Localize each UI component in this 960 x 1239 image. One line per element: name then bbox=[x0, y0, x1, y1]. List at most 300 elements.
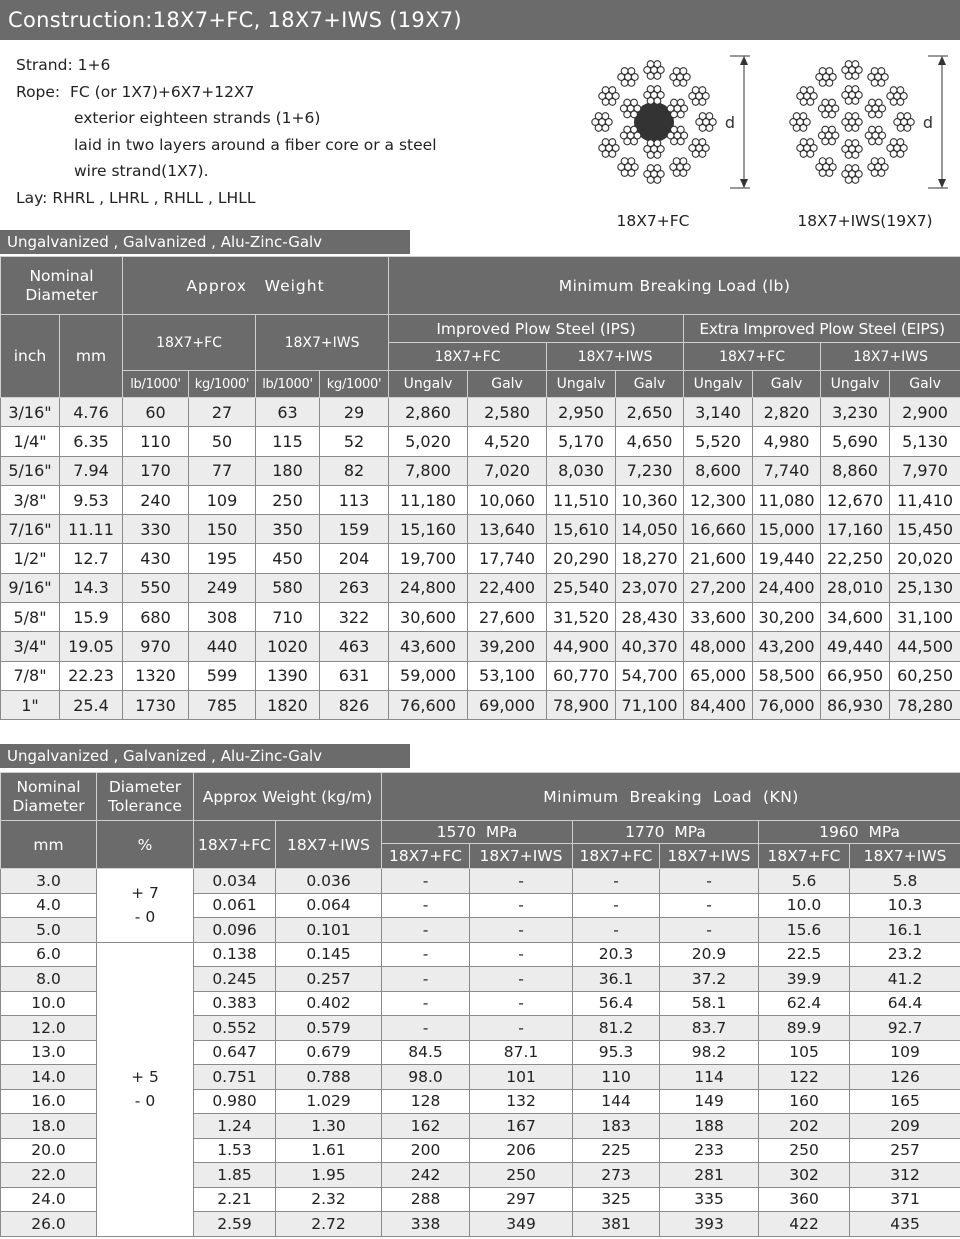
table-cell: - bbox=[660, 869, 759, 894]
table-cell: 101 bbox=[470, 1065, 573, 1090]
table-cell: 30,600 bbox=[389, 603, 468, 632]
table-cell: 11,510 bbox=[547, 485, 616, 514]
table-cell: 26.0 bbox=[1, 1212, 97, 1237]
table-row bbox=[1, 942, 960, 967]
table-cell: 233 bbox=[660, 1138, 759, 1163]
dimension-label: d bbox=[922, 113, 933, 132]
table-cell: 0.145 bbox=[276, 942, 382, 967]
table-cell: 330 bbox=[123, 515, 189, 544]
table-cell: 7,020 bbox=[468, 456, 547, 485]
table-cell: 122 bbox=[759, 1065, 850, 1090]
table-cell: 16,660 bbox=[684, 515, 753, 544]
table-cell: 28,430 bbox=[616, 603, 684, 632]
strand bbox=[618, 68, 638, 87]
header-ips: Improved Plow Steel (IPS) bbox=[389, 315, 684, 343]
table-cell: 58,500 bbox=[753, 661, 821, 690]
table-cell: 16.0 bbox=[1, 1089, 97, 1114]
strand bbox=[818, 126, 838, 145]
table-cell: 115 bbox=[256, 427, 320, 456]
header-ungalv: Ungalv bbox=[684, 371, 753, 398]
table-cell: 440 bbox=[189, 632, 256, 661]
table-cell: 2.59 bbox=[194, 1212, 276, 1237]
table-cell: 44,500 bbox=[890, 632, 960, 661]
table-cell: 63 bbox=[256, 398, 320, 427]
table-row bbox=[1, 661, 960, 690]
header-ips-fc: 18X7+FC bbox=[389, 343, 547, 371]
lay-label: Lay: bbox=[16, 188, 48, 207]
strand bbox=[887, 87, 907, 106]
table-cell: 19.05 bbox=[60, 632, 123, 661]
table-cell: 14,050 bbox=[616, 515, 684, 544]
table-cell: 8,860 bbox=[821, 456, 890, 485]
table-cell: 98.2 bbox=[660, 1040, 759, 1065]
table-cell: 0.788 bbox=[276, 1065, 382, 1090]
table-cell: 7,230 bbox=[616, 456, 684, 485]
table-cell: 322 bbox=[320, 603, 389, 632]
table-cell: 302 bbox=[759, 1163, 850, 1188]
table-cell: 2,580 bbox=[468, 398, 547, 427]
table-cell: 159 bbox=[320, 515, 389, 544]
table-cell: 33,600 bbox=[684, 603, 753, 632]
strand bbox=[618, 158, 638, 177]
table-cell: 23,070 bbox=[616, 573, 684, 602]
table-cell: - bbox=[573, 869, 660, 894]
table-cell: 76,600 bbox=[389, 690, 468, 719]
table-cell: 422 bbox=[759, 1212, 850, 1237]
table-cell: 2.72 bbox=[276, 1212, 382, 1237]
table-row bbox=[1, 427, 960, 456]
table-cell: 0.383 bbox=[194, 991, 276, 1016]
table-row bbox=[1, 603, 960, 632]
strand bbox=[842, 86, 862, 105]
header-lb: lb/1000' bbox=[256, 371, 320, 398]
table-cell: 1820 bbox=[256, 690, 320, 719]
strand bbox=[865, 99, 885, 118]
table-cell: 450 bbox=[256, 544, 320, 573]
header-fc: 18X7+FC bbox=[573, 844, 660, 869]
table-cell: 66,950 bbox=[821, 661, 890, 690]
table-cell: 15.6 bbox=[759, 918, 850, 943]
table-cell: 165 bbox=[850, 1089, 960, 1114]
table-cell: 288 bbox=[382, 1187, 470, 1212]
table-cell: 249 bbox=[189, 573, 256, 602]
page-title: Construction:18X7+FC, 18X7+IWS (19X7) bbox=[0, 0, 960, 40]
rope-line: wire strand(1X7). bbox=[74, 162, 209, 180]
table-cell: 15,610 bbox=[547, 515, 616, 544]
table-cell: 257 bbox=[850, 1138, 960, 1163]
table-cell: - bbox=[382, 942, 470, 967]
table-cell: 1.53 bbox=[194, 1138, 276, 1163]
table-cell: 5,520 bbox=[684, 427, 753, 456]
table-cell: 580 bbox=[256, 573, 320, 602]
strand-label: Strand: bbox=[16, 56, 73, 74]
table-cell: 15,160 bbox=[389, 515, 468, 544]
header-nominal-diameter: Nominal Diameter bbox=[1, 257, 123, 315]
strand bbox=[868, 158, 888, 177]
table-cell: - bbox=[660, 893, 759, 918]
table-cell: 12,300 bbox=[684, 485, 753, 514]
table-cell: 1" bbox=[1, 690, 60, 719]
table-cell: 9.53 bbox=[60, 485, 123, 514]
header-galv: Galv bbox=[890, 371, 960, 398]
table-cell: 41.2 bbox=[850, 967, 960, 992]
table-cell: 92.7 bbox=[850, 1016, 960, 1041]
table-cell: 7,970 bbox=[890, 456, 960, 485]
table-cell: 7,740 bbox=[753, 456, 821, 485]
table-cell: 12.0 bbox=[1, 1016, 97, 1041]
dimension-label: d bbox=[724, 113, 735, 132]
strand bbox=[599, 87, 619, 106]
header-galv: Galv bbox=[616, 371, 684, 398]
strand bbox=[599, 139, 619, 158]
table-cell: 1020 bbox=[256, 632, 320, 661]
table-cell: 7/8" bbox=[1, 661, 60, 690]
table-cell: 785 bbox=[189, 690, 256, 719]
table-cell: 349 bbox=[470, 1212, 573, 1237]
table-cell: 0.579 bbox=[276, 1016, 382, 1041]
table-cell: 15,000 bbox=[753, 515, 821, 544]
table-cell: 8.0 bbox=[1, 967, 97, 992]
table-cell: 128 bbox=[382, 1089, 470, 1114]
table-cell: 7/16" bbox=[1, 515, 60, 544]
table-cell: 20.9 bbox=[660, 942, 759, 967]
table-cell: 3,230 bbox=[821, 398, 890, 427]
table-cell: 430 bbox=[123, 544, 189, 573]
strand bbox=[816, 68, 836, 87]
table-cell: 20.3 bbox=[573, 942, 660, 967]
table-cell: 335 bbox=[660, 1187, 759, 1212]
table-cell: 1/4" bbox=[1, 427, 60, 456]
table-cell: 25,540 bbox=[547, 573, 616, 602]
table-cell: 0.980 bbox=[194, 1089, 276, 1114]
header-nominal-diameter: Nominal Diameter bbox=[1, 773, 97, 821]
table-cell: 10.0 bbox=[1, 991, 97, 1016]
table-cell: 10,060 bbox=[468, 485, 547, 514]
table-cell: 34,600 bbox=[821, 603, 890, 632]
table-cell: 1390 bbox=[256, 661, 320, 690]
rope-cross-section-fc-diagram bbox=[572, 46, 762, 206]
table-cell: 24,800 bbox=[389, 573, 468, 602]
strand bbox=[620, 99, 640, 118]
table-cell: 110 bbox=[573, 1065, 660, 1090]
table-cell: 6.35 bbox=[60, 427, 123, 456]
table-cell: 98.0 bbox=[382, 1065, 470, 1090]
table-cell: 17,160 bbox=[821, 515, 890, 544]
table-cell: 24.0 bbox=[1, 1187, 97, 1212]
header-approx-weight: Approx Weight (kg/m) bbox=[194, 773, 382, 821]
table-cell: 0.647 bbox=[194, 1040, 276, 1065]
table-cell: 7,800 bbox=[389, 456, 468, 485]
header-fc: 18X7+FC bbox=[382, 844, 470, 869]
table-cell: 52 bbox=[320, 427, 389, 456]
table-cell: 1.61 bbox=[276, 1138, 382, 1163]
header-mbl: Minimum Breaking Load (lb) bbox=[389, 257, 960, 315]
table-cell: 113 bbox=[320, 485, 389, 514]
tolerance-minus: - 0 bbox=[134, 908, 156, 927]
table-cell: 1.30 bbox=[276, 1114, 382, 1139]
header-weight-fc: 18X7+FC bbox=[194, 821, 276, 869]
strand bbox=[865, 126, 885, 145]
header-kg: kg/1000' bbox=[320, 371, 389, 398]
table-row bbox=[1, 398, 960, 427]
table-row bbox=[1, 869, 960, 894]
header-1960: 1960 MPa bbox=[759, 821, 960, 844]
table-cell: 8,030 bbox=[547, 456, 616, 485]
table-cell: 3/4" bbox=[1, 632, 60, 661]
table-cell: 1.85 bbox=[194, 1163, 276, 1188]
strand bbox=[887, 139, 907, 158]
strand bbox=[644, 86, 664, 105]
header-fc: 18X7+FC bbox=[759, 844, 850, 869]
table-cell: 11,410 bbox=[890, 485, 960, 514]
table-cell: 0.101 bbox=[276, 918, 382, 943]
table-cell: 48,000 bbox=[684, 632, 753, 661]
table-cell: 240 bbox=[123, 485, 189, 514]
table-cell: 0.679 bbox=[276, 1040, 382, 1065]
table-cell: - bbox=[382, 1016, 470, 1041]
table-cell: 308 bbox=[189, 603, 256, 632]
table-cell: 15.9 bbox=[60, 603, 123, 632]
table-cell: 22,250 bbox=[821, 544, 890, 573]
table-cell: 31,520 bbox=[547, 603, 616, 632]
tolerance-cell bbox=[97, 869, 194, 943]
table-cell: 19,440 bbox=[753, 544, 821, 573]
table-cell: 4,980 bbox=[753, 427, 821, 456]
table-cell: 5,130 bbox=[890, 427, 960, 456]
header-diameter-tolerance: Diameter Tolerance bbox=[97, 773, 194, 821]
table-row bbox=[1, 544, 960, 573]
table-cell: 17,740 bbox=[468, 544, 547, 573]
table-cell: 360 bbox=[759, 1187, 850, 1212]
table-body bbox=[1, 398, 960, 720]
table-cell: 188 bbox=[660, 1114, 759, 1139]
table-cell: 77 bbox=[189, 456, 256, 485]
section-label-2: Ungalvanized , Galvanized , Alu-Zinc-Galv bbox=[0, 744, 410, 768]
table-cell: 64.4 bbox=[850, 991, 960, 1016]
table-cell: 22.23 bbox=[60, 661, 123, 690]
table-cell: 12,670 bbox=[821, 485, 890, 514]
table-cell: 7.94 bbox=[60, 456, 123, 485]
table-row bbox=[1, 456, 960, 485]
table-cell: 150 bbox=[189, 515, 256, 544]
table-cell: 631 bbox=[320, 661, 389, 690]
rope-line: laid in two layers around a fiber core or a steel bbox=[74, 135, 437, 154]
strand bbox=[816, 158, 836, 177]
table-cell: 30,200 bbox=[753, 603, 821, 632]
lay-value: RHRL , LHRL , RHLL , LHLL bbox=[52, 188, 256, 207]
table-cell: 11,080 bbox=[753, 485, 821, 514]
table-cell: 60,770 bbox=[547, 661, 616, 690]
breaking-load-table-kn bbox=[0, 772, 960, 1237]
table-cell: - bbox=[470, 893, 573, 918]
table-cell: 1730 bbox=[123, 690, 189, 719]
table-cell: - bbox=[470, 918, 573, 943]
table-cell: 710 bbox=[256, 603, 320, 632]
table-cell: 22.5 bbox=[759, 942, 850, 967]
table-cell: 44,900 bbox=[547, 632, 616, 661]
table-cell: 0.036 bbox=[276, 869, 382, 894]
table-row bbox=[1, 690, 960, 719]
rope-line: exterior eighteen strands (1+6) bbox=[74, 109, 321, 127]
table-cell: 2,650 bbox=[616, 398, 684, 427]
table-cell: 78,280 bbox=[890, 690, 960, 719]
table-cell: 109 bbox=[189, 485, 256, 514]
section-label-1: Ungalvanized , Galvanized , Alu-Zinc-Galv bbox=[0, 230, 410, 254]
table-cell: 14.0 bbox=[1, 1065, 97, 1090]
strand bbox=[842, 165, 862, 184]
table-cell: - bbox=[382, 967, 470, 992]
table-cell: 126 bbox=[850, 1065, 960, 1090]
table-cell: 5,690 bbox=[821, 427, 890, 456]
table-cell: 20,290 bbox=[547, 544, 616, 573]
table-cell: - bbox=[470, 991, 573, 1016]
table-cell: 0.061 bbox=[194, 893, 276, 918]
diagram-caption-iws: 18X7+IWS(19X7) bbox=[797, 212, 933, 230]
table-cell: 22.0 bbox=[1, 1163, 97, 1188]
header-iws: 18X7+IWS bbox=[470, 844, 573, 869]
table-cell: 550 bbox=[123, 573, 189, 602]
header-ips-iws: 18X7+IWS bbox=[547, 343, 684, 371]
table-cell: 225 bbox=[573, 1138, 660, 1163]
table-cell: 89.9 bbox=[759, 1016, 850, 1041]
table-cell: 59,000 bbox=[389, 661, 468, 690]
table-cell: 4,520 bbox=[468, 427, 547, 456]
table-cell: 5.6 bbox=[759, 869, 850, 894]
table-cell: 60 bbox=[123, 398, 189, 427]
table-cell: 2.32 bbox=[276, 1187, 382, 1212]
table-cell: 25.4 bbox=[60, 690, 123, 719]
tolerance-plus: + 5 bbox=[131, 1068, 159, 1086]
table-cell: 1.95 bbox=[276, 1163, 382, 1188]
table-cell: 60,250 bbox=[890, 661, 960, 690]
table-cell: 167 bbox=[470, 1114, 573, 1139]
table-cell: 3.0 bbox=[1, 869, 97, 894]
header-1570: 1570 MPa bbox=[382, 821, 573, 844]
header-eips: Extra Improved Plow Steel (EIPS) bbox=[684, 315, 960, 343]
table-row bbox=[1, 573, 960, 602]
table-cell: 114 bbox=[660, 1065, 759, 1090]
table-cell: 0.138 bbox=[194, 942, 276, 967]
strand bbox=[644, 165, 664, 184]
table-cell: 54,700 bbox=[616, 661, 684, 690]
table-cell: - bbox=[382, 893, 470, 918]
strand bbox=[797, 139, 817, 158]
table-cell: 12.7 bbox=[60, 544, 123, 573]
breaking-load-table-lb bbox=[0, 256, 960, 720]
table-cell: 81.2 bbox=[573, 1016, 660, 1041]
strand bbox=[868, 68, 888, 87]
table-cell: 5.0 bbox=[1, 918, 97, 943]
table-cell: 69,000 bbox=[468, 690, 547, 719]
header-ungalv: Ungalv bbox=[821, 371, 890, 398]
table-cell: 27 bbox=[189, 398, 256, 427]
table-cell: 39,200 bbox=[468, 632, 547, 661]
table-cell: 1/2" bbox=[1, 544, 60, 573]
table-cell: 2,820 bbox=[753, 398, 821, 427]
table-cell: 86,930 bbox=[821, 690, 890, 719]
tolerance-minus: - 0 bbox=[134, 1092, 156, 1110]
table-cell: 5/8" bbox=[1, 603, 60, 632]
header-weight-iws: 18X7+IWS bbox=[276, 821, 382, 869]
table-cell: 180 bbox=[256, 456, 320, 485]
table-cell: 82 bbox=[320, 456, 389, 485]
table-cell: 209 bbox=[850, 1114, 960, 1139]
table-cell: 16.1 bbox=[850, 918, 960, 943]
strand bbox=[667, 126, 687, 145]
table-cell: 350 bbox=[256, 515, 320, 544]
table-cell: 206 bbox=[470, 1138, 573, 1163]
table-cell: 18,270 bbox=[616, 544, 684, 573]
table-cell: 2,950 bbox=[547, 398, 616, 427]
table-cell: 76,000 bbox=[753, 690, 821, 719]
table-cell: - bbox=[660, 918, 759, 943]
table-cell: 0.096 bbox=[194, 918, 276, 943]
strand-value: 1+6 bbox=[77, 56, 111, 74]
strand bbox=[670, 68, 690, 87]
table-cell: 435 bbox=[850, 1212, 960, 1237]
table-cell: 0.064 bbox=[276, 893, 382, 918]
table-cell: 826 bbox=[320, 690, 389, 719]
table-cell: 65,000 bbox=[684, 661, 753, 690]
table-cell: 37.2 bbox=[660, 967, 759, 992]
table-cell: 15,450 bbox=[890, 515, 960, 544]
header-approx-weight: Approx Weight bbox=[123, 257, 389, 315]
table-cell: 149 bbox=[660, 1089, 759, 1114]
table-cell: 200 bbox=[382, 1138, 470, 1163]
table-cell: 58.1 bbox=[660, 991, 759, 1016]
table-cell: 6.0 bbox=[1, 942, 97, 967]
table-cell: - bbox=[470, 942, 573, 967]
table-cell: 20,020 bbox=[890, 544, 960, 573]
table-cell: 144 bbox=[573, 1089, 660, 1114]
table-cell: 250 bbox=[759, 1138, 850, 1163]
table-cell: 14.3 bbox=[60, 573, 123, 602]
header-pct: % bbox=[97, 821, 194, 869]
table-cell: 84,400 bbox=[684, 690, 753, 719]
strand bbox=[894, 113, 914, 132]
table-cell: 95.3 bbox=[573, 1040, 660, 1065]
table-cell: 3/8" bbox=[1, 485, 60, 514]
table-cell: 43,200 bbox=[753, 632, 821, 661]
construction-spec bbox=[16, 52, 437, 211]
table-cell: 11.11 bbox=[60, 515, 123, 544]
table-cell: 8,600 bbox=[684, 456, 753, 485]
table-cell: 21,600 bbox=[684, 544, 753, 573]
table-cell: 31,100 bbox=[890, 603, 960, 632]
table-cell: 39.9 bbox=[759, 967, 850, 992]
table-cell: 84.5 bbox=[382, 1040, 470, 1065]
table-cell: 170 bbox=[123, 456, 189, 485]
table-cell: 28,010 bbox=[821, 573, 890, 602]
table-cell: 71,100 bbox=[616, 690, 684, 719]
table-cell: - bbox=[470, 869, 573, 894]
table-cell: 56.4 bbox=[573, 991, 660, 1016]
table-cell: 5/16" bbox=[1, 456, 60, 485]
table-row bbox=[1, 485, 960, 514]
header-mbl: Minimum Breaking Load (KN) bbox=[382, 773, 960, 821]
table-cell: 202 bbox=[759, 1114, 850, 1139]
table-cell: 0.751 bbox=[194, 1065, 276, 1090]
table-cell: 20.0 bbox=[1, 1138, 97, 1163]
table-cell: 263 bbox=[320, 573, 389, 602]
strand bbox=[670, 158, 690, 177]
table-cell: - bbox=[382, 991, 470, 1016]
strand bbox=[797, 87, 817, 106]
table-cell: 29 bbox=[320, 398, 389, 427]
header-iws: 18X7+IWS bbox=[850, 844, 960, 869]
header-galv: Galv bbox=[468, 371, 547, 398]
table-cell: 599 bbox=[189, 661, 256, 690]
